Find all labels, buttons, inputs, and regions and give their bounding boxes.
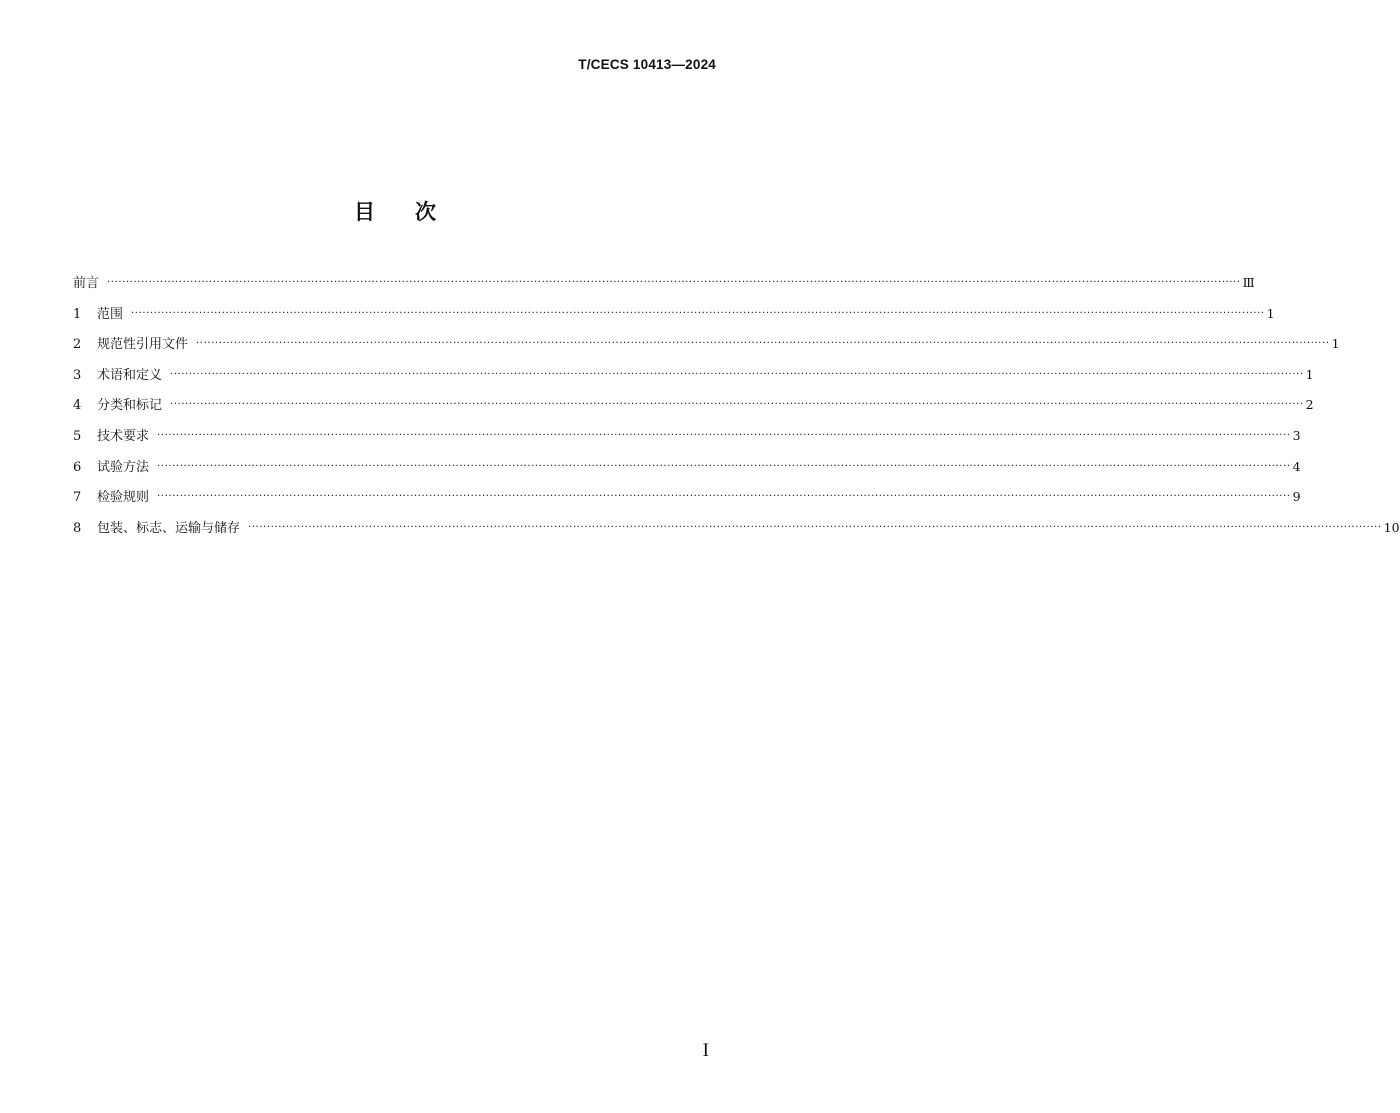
toc-entry-label: 分类和标记 <box>97 398 163 414</box>
toc-title-left: 目 <box>354 200 375 224</box>
dot-leader: ············································································································································································································································································································ <box>157 460 1291 472</box>
toc-entry-number: 4 <box>73 398 82 414</box>
table-of-contents <box>73 272 1400 547</box>
toc-entry-page: 9 <box>1292 489 1301 505</box>
toc-entry-number: 2 <box>73 337 82 353</box>
toc-entry-number: 7 <box>73 490 82 506</box>
toc-entry-label: 包装、标志、运输与储存 <box>97 520 241 536</box>
page-number: I <box>702 1040 709 1061</box>
dot-leader: ············································································································································································································································································································ <box>131 307 1265 319</box>
dot-leader: ············································································································································································································································································································ <box>157 429 1291 441</box>
toc-entry-label: 范围 <box>97 306 124 322</box>
toc-entry-label: 术语和定义 <box>97 367 163 383</box>
toc-entry-foreword[interactable] <box>73 272 1255 303</box>
toc-entry-page: 1 <box>1331 336 1340 352</box>
dot-leader: ············································································································································································································································································································ <box>170 368 1304 380</box>
document-code: T/CECS 10413—2024 <box>578 57 716 72</box>
toc-title <box>0 196 790 226</box>
toc-entry-scope[interactable] <box>73 303 1275 334</box>
toc-entry-page: 2 <box>1305 397 1314 413</box>
toc-entry-terms[interactable] <box>73 364 1314 395</box>
toc-entry-normative-references[interactable] <box>73 333 1340 364</box>
toc-entry-label: 规范性引用文件 <box>97 337 189 353</box>
toc-entry-page: 3 <box>1292 427 1301 443</box>
toc-entry-label: 技术要求 <box>97 428 150 444</box>
toc-entry-label: 试验方法 <box>97 459 150 475</box>
toc-entry-page: Ⅲ <box>1242 275 1255 290</box>
toc-entry-label: 前言 <box>73 276 100 291</box>
toc-entry-test-methods[interactable] <box>73 456 1301 487</box>
toc-entry-packaging[interactable] <box>73 517 1400 548</box>
toc-entry-classification[interactable] <box>73 394 1314 425</box>
toc-entry-number: 8 <box>73 520 82 536</box>
toc-entry-page: 1 <box>1266 305 1275 321</box>
toc-entry-number: 3 <box>73 367 82 383</box>
toc-entry-page: 1 <box>1305 366 1314 382</box>
toc-entry-inspection-rules[interactable] <box>73 486 1301 517</box>
dot-leader: ············································································································································································································································································································ <box>157 491 1291 503</box>
dot-leader: ············································································································································································································································································································ <box>196 338 1330 350</box>
toc-entry-technical-requirements[interactable] <box>73 425 1301 456</box>
toc-entry-page: 4 <box>1292 458 1301 474</box>
toc-title-right: 次 <box>415 200 436 224</box>
dot-leader: ············································································································································································································································································································ <box>107 277 1241 288</box>
toc-entry-label: 检验规则 <box>97 490 150 506</box>
dot-leader: ············································································································································································································································································································ <box>248 521 1382 533</box>
toc-entry-page: 10 <box>1383 519 1400 535</box>
dot-leader: ············································································································································································································································································································ <box>170 399 1304 411</box>
toc-entry-number: 6 <box>73 459 82 475</box>
toc-entry-number: 5 <box>73 428 82 444</box>
toc-entry-number: 1 <box>73 306 82 322</box>
